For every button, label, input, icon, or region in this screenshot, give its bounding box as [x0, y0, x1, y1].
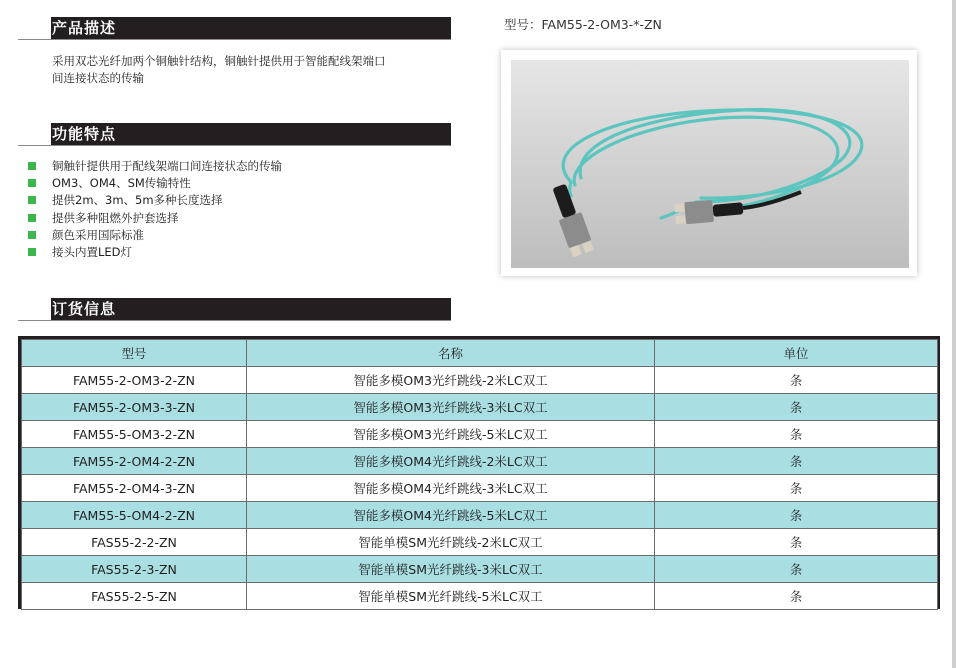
cell-unit: 条 — [655, 394, 938, 421]
section-header-ordering — [18, 298, 451, 321]
table-row — [22, 583, 938, 610]
model-label: 型号：FAM55-2-OM3-*-ZN — [504, 17, 662, 32]
table-row — [22, 367, 938, 394]
feature-list — [28, 158, 282, 261]
cell-name: 智能多模OM4光纤跳线-3米LC双工 — [247, 475, 655, 502]
table-row — [22, 502, 938, 529]
cell-name: 智能多模OM4光纤跳线-5米LC双工 — [247, 502, 655, 529]
cell-model: FAM55-5-OM4-2-ZN — [22, 502, 247, 529]
cell-model: FAS55-2-5-ZN — [22, 583, 247, 610]
cell-name: 智能单模SM光纤跳线-3米LC双工 — [247, 556, 655, 583]
feature-text: 接头内置LED灯 — [52, 244, 133, 259]
feature-text: 提供2m、3m、5m多种长度选择 — [52, 193, 223, 208]
green-square-bullet-icon — [28, 214, 36, 222]
ordering-table-frame — [18, 336, 940, 609]
green-square-bullet-icon — [28, 248, 36, 256]
section-header-features — [18, 123, 451, 146]
section-title: 产品描述 — [52, 19, 117, 37]
feature-item — [28, 175, 282, 192]
cell-unit: 条 — [655, 583, 938, 610]
description-line: 采用双芯光纤加两个铜触针结构，铜触针提供用于智能配线架端口 — [52, 54, 386, 68]
table-row — [22, 421, 938, 448]
cell-name: 智能多模OM3光纤跳线-2米LC双工 — [247, 367, 655, 394]
cell-unit: 条 — [655, 448, 938, 475]
cell-unit: 条 — [655, 475, 938, 502]
cell-name: 智能多模OM4光纤跳线-2米LC双工 — [247, 448, 655, 475]
cell-unit: 条 — [655, 367, 938, 394]
cell-model: FAM55-2-OM3-3-ZN — [22, 394, 247, 421]
section-title: 订货信息 — [52, 300, 117, 318]
table-row — [22, 556, 938, 583]
column-header-model: 型号 — [22, 340, 247, 367]
table-row — [22, 475, 938, 502]
cell-name: 智能单模SM光纤跳线-2米LC双工 — [247, 529, 655, 556]
cell-name: 智能单模SM光纤跳线-5米LC双工 — [247, 583, 655, 610]
feature-item — [28, 227, 282, 244]
section-header-tab — [18, 123, 51, 145]
cell-unit: 条 — [655, 529, 938, 556]
feature-item — [28, 244, 282, 261]
green-square-bullet-icon — [28, 162, 36, 170]
feature-text: OM3、OM4、SM传输特性 — [52, 176, 191, 191]
cell-unit: 条 — [655, 556, 938, 583]
section-title: 功能特点 — [52, 125, 117, 143]
cell-model: FAM55-2-OM3-2-ZN — [22, 367, 247, 394]
ordering-table — [21, 339, 938, 610]
cell-unit: 条 — [655, 502, 938, 529]
feature-text: 颜色采用国际标准 — [52, 227, 144, 242]
feature-text: 提供多种阻燃外护套选择 — [52, 210, 179, 225]
feature-item — [28, 210, 282, 227]
cell-name: 智能多模OM3光纤跳线-3米LC双工 — [247, 394, 655, 421]
cell-name: 智能多模OM3光纤跳线-5米LC双工 — [247, 421, 655, 448]
cell-model: FAS55-2-3-ZN — [22, 556, 247, 583]
green-square-bullet-icon — [28, 179, 36, 187]
column-header-name: 名称 — [247, 340, 655, 367]
page-edge — [952, 0, 956, 668]
description-line: 间连接状态的传输 — [52, 71, 144, 85]
section-header-tab — [18, 298, 51, 320]
cell-model: FAS55-2-2-ZN — [22, 529, 247, 556]
table-header-row — [22, 340, 938, 367]
cell-model: FAM55-5-OM3-2-ZN — [22, 421, 247, 448]
cell-model: FAM55-2-OM4-3-ZN — [22, 475, 247, 502]
fiber-patch-cord-image — [511, 60, 909, 268]
table-row — [22, 529, 938, 556]
cell-model: FAM55-2-OM4-2-ZN — [22, 448, 247, 475]
table-row — [22, 448, 938, 475]
green-square-bullet-icon — [28, 231, 36, 239]
feature-text: 铜触针提供用于配线架端口间连接状态的传输 — [52, 159, 282, 173]
section-header-tab — [18, 17, 51, 39]
product-photo-frame — [501, 50, 917, 276]
column-header-unit: 单位 — [655, 340, 938, 367]
table-row — [22, 394, 938, 421]
product-description — [52, 53, 432, 87]
green-square-bullet-icon — [28, 196, 36, 204]
cell-unit: 条 — [655, 421, 938, 448]
feature-item — [28, 158, 282, 175]
section-header-description — [18, 17, 451, 40]
feature-item — [28, 192, 282, 209]
